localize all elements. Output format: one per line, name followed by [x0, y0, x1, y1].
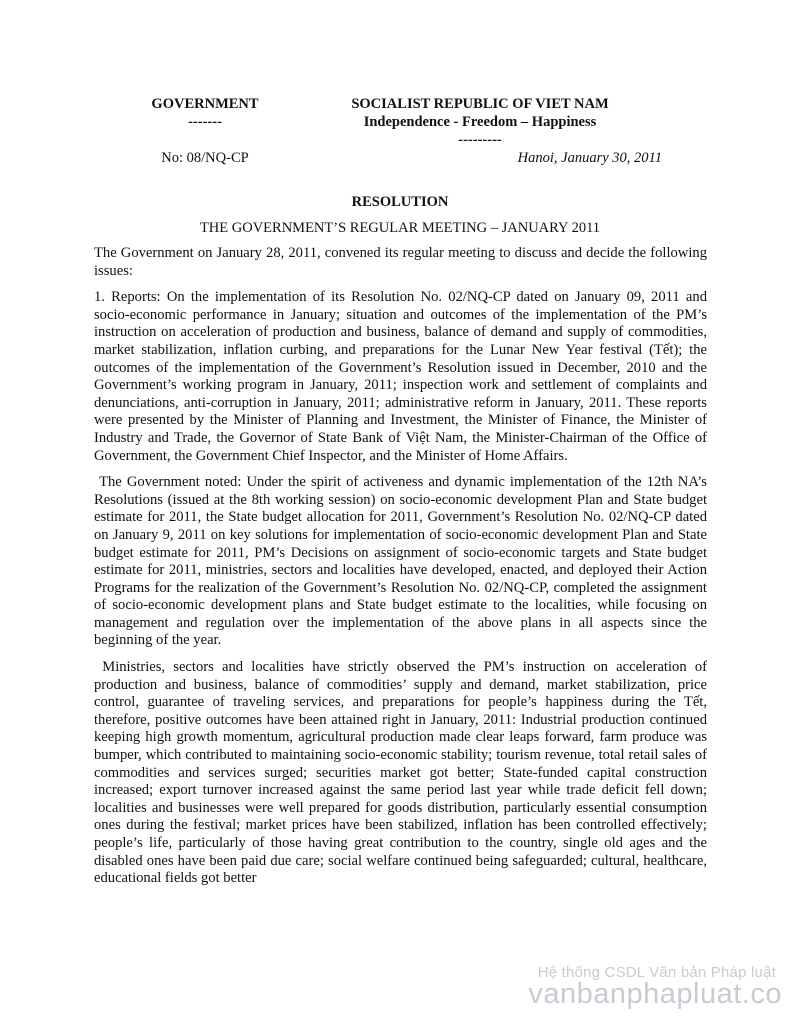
issuer-block	[130, 95, 280, 131]
issuer-name: GOVERNMENT	[151, 96, 259, 112]
watermark-site: vanbanphapluat.co	[528, 978, 782, 1010]
national-title-block	[330, 95, 630, 149]
document-title: RESOLUTION	[351, 194, 449, 210]
document-number: No: 08/NQ-CP	[161, 150, 249, 166]
paragraph-government-noted: The Government noted: Under the spirit of activeness and dynamic implementation of the 12th NA’s Resolutions (issued at the 8th working session) on socio-economic development Plan and State budget estimate for 2011, the State budget allocation for 2011, Government’s Resolution No. 02/NQ-CP dated on January 9, 2011 on key solutions for implementation of socio-economic development Plan and State budget estimate for 2011, PM’s Decisions on assignment of socio-economic targets and State budget estimate for 2011, ministries, sectors and localities have developed, enacted, and deployed their Action Programs for the realization of the Government’s Resolution No. 02/NQ-CP, completed the assignment of socio-economic development plans and State budget estimate to the localities, while focusing on management and regulation over the implementation of the above plans in all aspects since the beginning of the year.	[94, 474, 711, 649]
place-and-date: Hanoi, January 30, 2011	[517, 150, 662, 166]
watermark-line1: Hệ thống CSDL Văn bản Pháp luật	[537, 964, 776, 981]
national-motto: Independence - Freedom – Happiness	[363, 114, 597, 130]
paragraph-reports: 1. Reports: On the implementation of its Resolution No. 02/NQ-CP dated on January 09, 2011 and socio-economic performance in January; situation and outcomes of the implementation of the PM’s instruction on acceleration of production and business, balance of demand and supply of commodities, market stabilization, inflation curbing, and preparations for the Lunar New Year festival (Tết); the outcomes of the implementation of the Government’s Resolution issued in December, 2010 and the Government’s working program in January, 2011; inspection work and settlement of complaints and denunciations, anti-corruption in January, 2011; administrative reform in January, 2011. These reports were presented by the Minister of Planning and Investment, the Minister of Finance, the Minister of Industry and Trade, the Governor of State Bank of Việt Nam, the Minister-Chairman of the Office of Government, the Government Chief Inspector, and the Minister of Home Affairs.	[94, 289, 707, 464]
paragraph-ministries: Ministries, sectors and localities have strictly observed the PM’s instruction on acceleration of production and business, balance of commodities’ supply and demand, market stabilization, price control, guarantee of traveling services, and preparations for people’s happiness during the Tết, therefore, positive outcomes have been attained right in January, 2011: Industrial production continued keeping high growth momentum, agricultural production made clear leaps forward, farm produce was bumper, which contributed to maintaining socio-economic stability; tourism revenue, total retail sales of commodities and services surged; securities market got better; State-funded capital construction increased; export turnover increased against the same period last year while trade deficit fell down; localities and businesses were well prepared for goods distribution, particularly essential consumption ones during the festival; market prices have been stabilized, inflation has been controlled effectively; people’s life, particularly of those having great contribution to the country, single old ages and the disabled ones have been paid due care; social welfare continued being safeguarded; cultural, healthcare, educational fields got better	[94, 659, 711, 887]
document-body	[94, 245, 711, 897]
country-name: SOCIALIST REPUBLIC OF VIET NAM	[351, 96, 609, 112]
document-subtitle: THE GOVERNMENT’S REGULAR MEETING – JANUARY 2011	[199, 220, 601, 236]
paragraph-intro: The Government on January 28, 2011, convened its regular meeting to discuss and decide the following issues:	[94, 245, 707, 279]
motto-separator: ---------	[458, 132, 502, 148]
issuer-separator: -------	[188, 114, 222, 130]
